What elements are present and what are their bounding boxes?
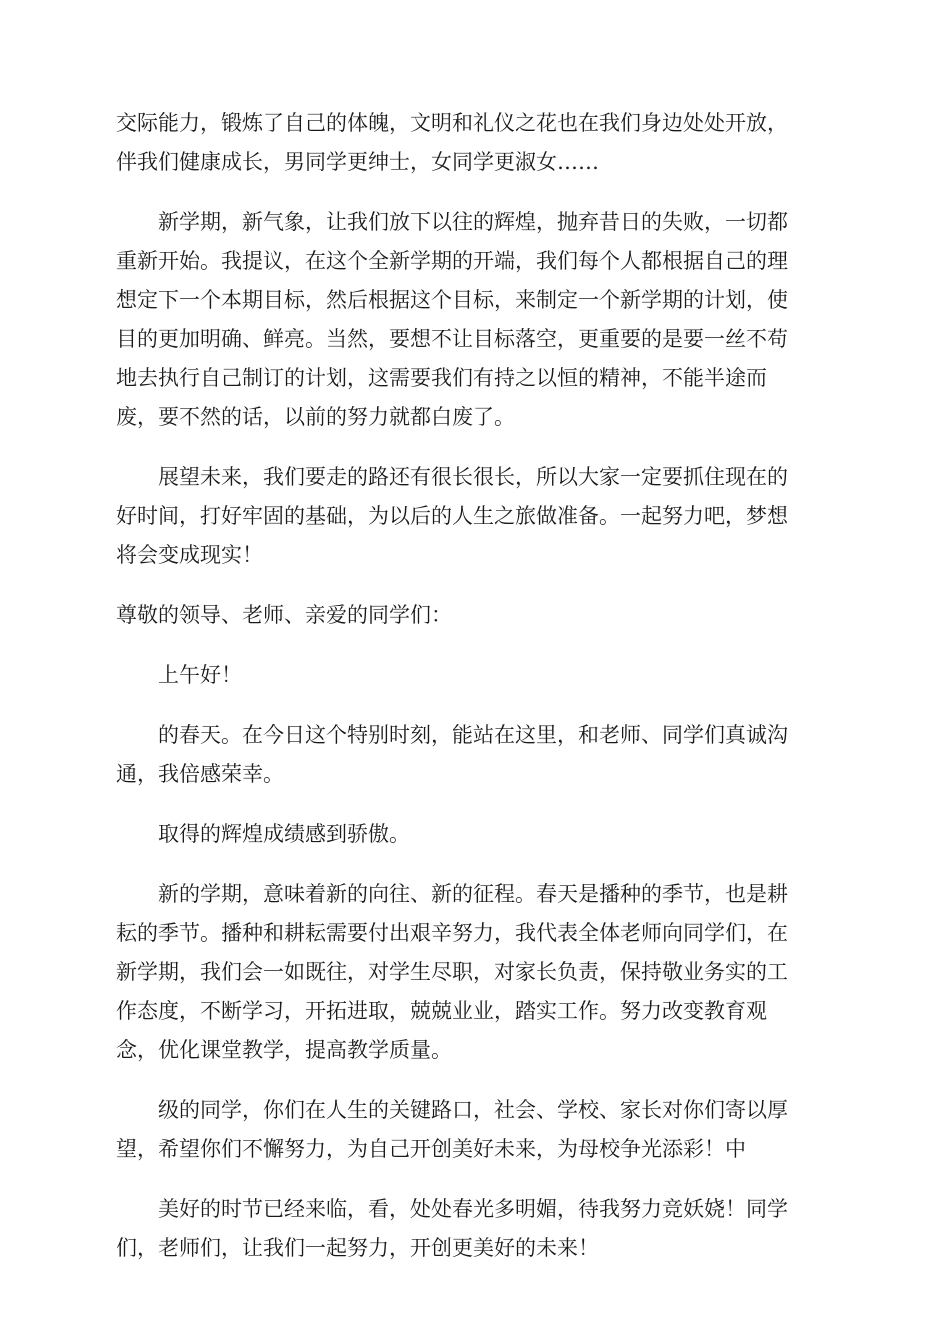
paragraph-line: 新的学期，意味着新的向往、新的征程。春天是播种的季节，也是耕	[158, 882, 788, 906]
paragraph-7	[116, 815, 836, 854]
paragraph-line: 美好的时节已经来临，看，处处春光多明媚，待我努力竞妖娆！同学	[158, 1197, 788, 1221]
paragraph-line: 级的同学，你们在人生的关键路口，社会、学校、家长对你们寄以厚	[158, 1098, 788, 1122]
paragraph-line: 新学期，我们会一如既往，对学生尽职，对家长负责，保持敬业务实的工	[116, 960, 788, 984]
paragraph-line: 目的更加明确、鲜亮。当然，要想不让目标落空，更重要的是要一丝不苟	[116, 327, 788, 351]
paragraph-line: 念，优化课堂教学，提高教学质量。	[116, 1038, 452, 1062]
paragraph-line: 尊敬的领导、老师、亲爱的同学们：	[116, 603, 452, 627]
paragraph-line: 望，希望你们不懈努力，为自己开创美好未来，为母校争光添彩！中	[116, 1137, 746, 1161]
salutation	[116, 596, 836, 635]
paragraph-line: 展望未来，我们要走的路还有很长很长，所以大家一定要抓住现在的	[158, 465, 788, 489]
paragraph-1	[116, 104, 836, 182]
paragraph-line: 作态度，不断学习，开拓进取，兢兢业业，踏实工作。努力改变教育观	[116, 999, 767, 1023]
paragraph-9	[116, 1091, 836, 1169]
paragraph-line: 伴我们健康成长，男同学更绅士，女同学更淑女……	[116, 150, 599, 174]
paragraph-line: 废，要不然的话，以前的努力就都白废了。	[116, 405, 515, 429]
paragraph-line: 上午好！	[158, 663, 242, 687]
paragraph-3	[116, 458, 836, 575]
paragraph-line: 耘的季节。播种和耕耘需要付出艰辛努力，我代表全体老师向同学们，在	[116, 921, 788, 945]
paragraph-line: 新学期，新气象，让我们放下以往的辉煌，抛弃昔日的失败，一切都	[158, 210, 788, 234]
paragraph-line: 通，我倍感荣幸。	[116, 762, 284, 786]
paragraph-line: 地去执行自己制订的计划，这需要我们有持之以恒的精神，不能半途而	[116, 366, 767, 390]
paragraph-line: 好时间，打好牢固的基础，为以后的人生之旅做准备。一起努力吧，梦想	[116, 504, 788, 528]
paragraph-line: 取得的辉煌成绩感到骄傲。	[158, 822, 410, 846]
paragraph-line: 们，老师们，让我们一起努力，开创更美好的未来！	[116, 1236, 599, 1260]
paragraph-line: 重新开始。我提议，在这个全新学期的开端，我们每个人都根据自己的理	[116, 249, 788, 273]
paragraph-10	[116, 1190, 836, 1268]
paragraph-line: 的春天。在今日这个特别时刻，能站在这里，和老师、同学们真诚沟	[158, 723, 788, 747]
greeting	[116, 656, 836, 695]
paragraph-line: 交际能力，锻炼了自己的体魄，文明和礼仪之花也在我们身边处处开放，	[116, 111, 788, 135]
paragraph-line: 将会变成现实！	[116, 543, 263, 567]
document-body	[116, 104, 836, 1289]
paragraph-line: 想定下一个本期目标，然后根据这个目标，来制定一个新学期的计划，使	[116, 288, 788, 312]
paragraph-2	[116, 203, 836, 437]
paragraph-6	[116, 716, 836, 794]
paragraph-8	[116, 875, 836, 1070]
